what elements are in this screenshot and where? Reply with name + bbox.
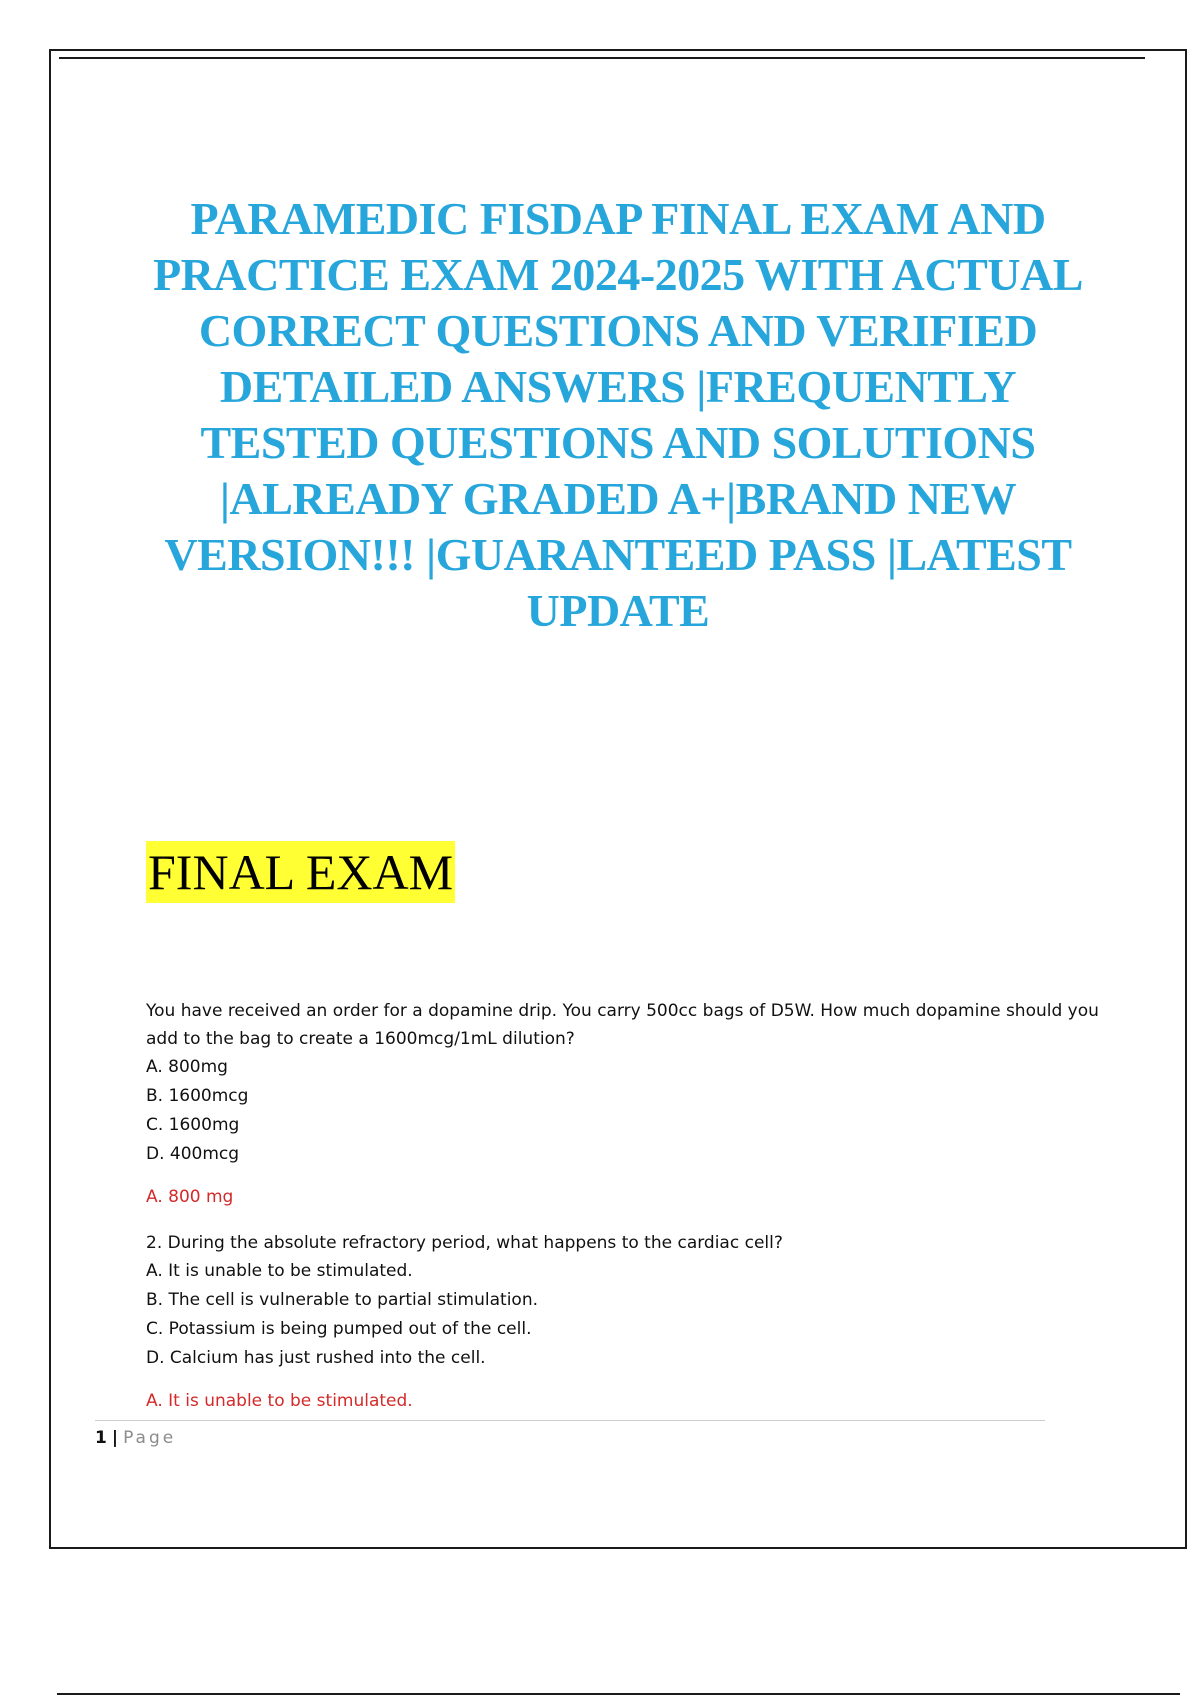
page-separator: |	[111, 1428, 119, 1448]
question-option: D. Calcium has just rushed into the cell.	[146, 1348, 486, 1368]
question-option: A. 800mg	[146, 1057, 228, 1077]
page-label: Page	[123, 1428, 177, 1448]
page-footer	[95, 1428, 176, 1448]
footer-rule	[95, 1420, 1045, 1421]
question-answer: A. It is unable to be stimulated.	[146, 1391, 413, 1411]
question-option: B. The cell is vulnerable to partial stimulation.	[146, 1290, 538, 1310]
question-option: A. It is unable to be stimulated.	[146, 1261, 413, 1281]
question-2	[146, 1229, 1106, 1415]
question-option: B. 1600mcg	[146, 1086, 249, 1106]
document-title: PARAMEDIC FISDAP FINAL EXAM AND PRACTICE EXAM 2024-2025 WITH ACTUAL CORRECT QUESTIONS AND VERIFIED DETAILED ANSWERS |FREQUENTLY TESTED QUESTIONS AND SOLUTIONS |ALREADY GRADED A+|BRAND NEW VERSION!!! |GUARANTEED PASS |LATEST UPDATE	[153, 193, 1083, 636]
question-text: 2. During the absolute refractory period, what happens to the cardiac cell?	[146, 1233, 783, 1253]
question-text: You have received an order for a dopamine drip. You carry 500cc bags of D5W. How much dopamine should you add to the bag to create a 1600mcg/1mL dilution?	[146, 1001, 1099, 1049]
question-option: C. Potassium is being pumped out of the cell.	[146, 1319, 532, 1339]
page-frame	[49, 49, 1187, 1549]
section-heading-final-exam: FINAL EXAM	[146, 841, 455, 903]
question-1	[146, 997, 1106, 1211]
question-option: D. 400mcg	[146, 1144, 240, 1164]
bottom-rule	[57, 1693, 1180, 1695]
question-answer: A. 800 mg	[146, 1187, 234, 1207]
page-number: 1	[95, 1428, 107, 1448]
top-rule	[59, 57, 1145, 59]
question-list	[146, 997, 1106, 1433]
question-option: C. 1600mg	[146, 1115, 240, 1135]
